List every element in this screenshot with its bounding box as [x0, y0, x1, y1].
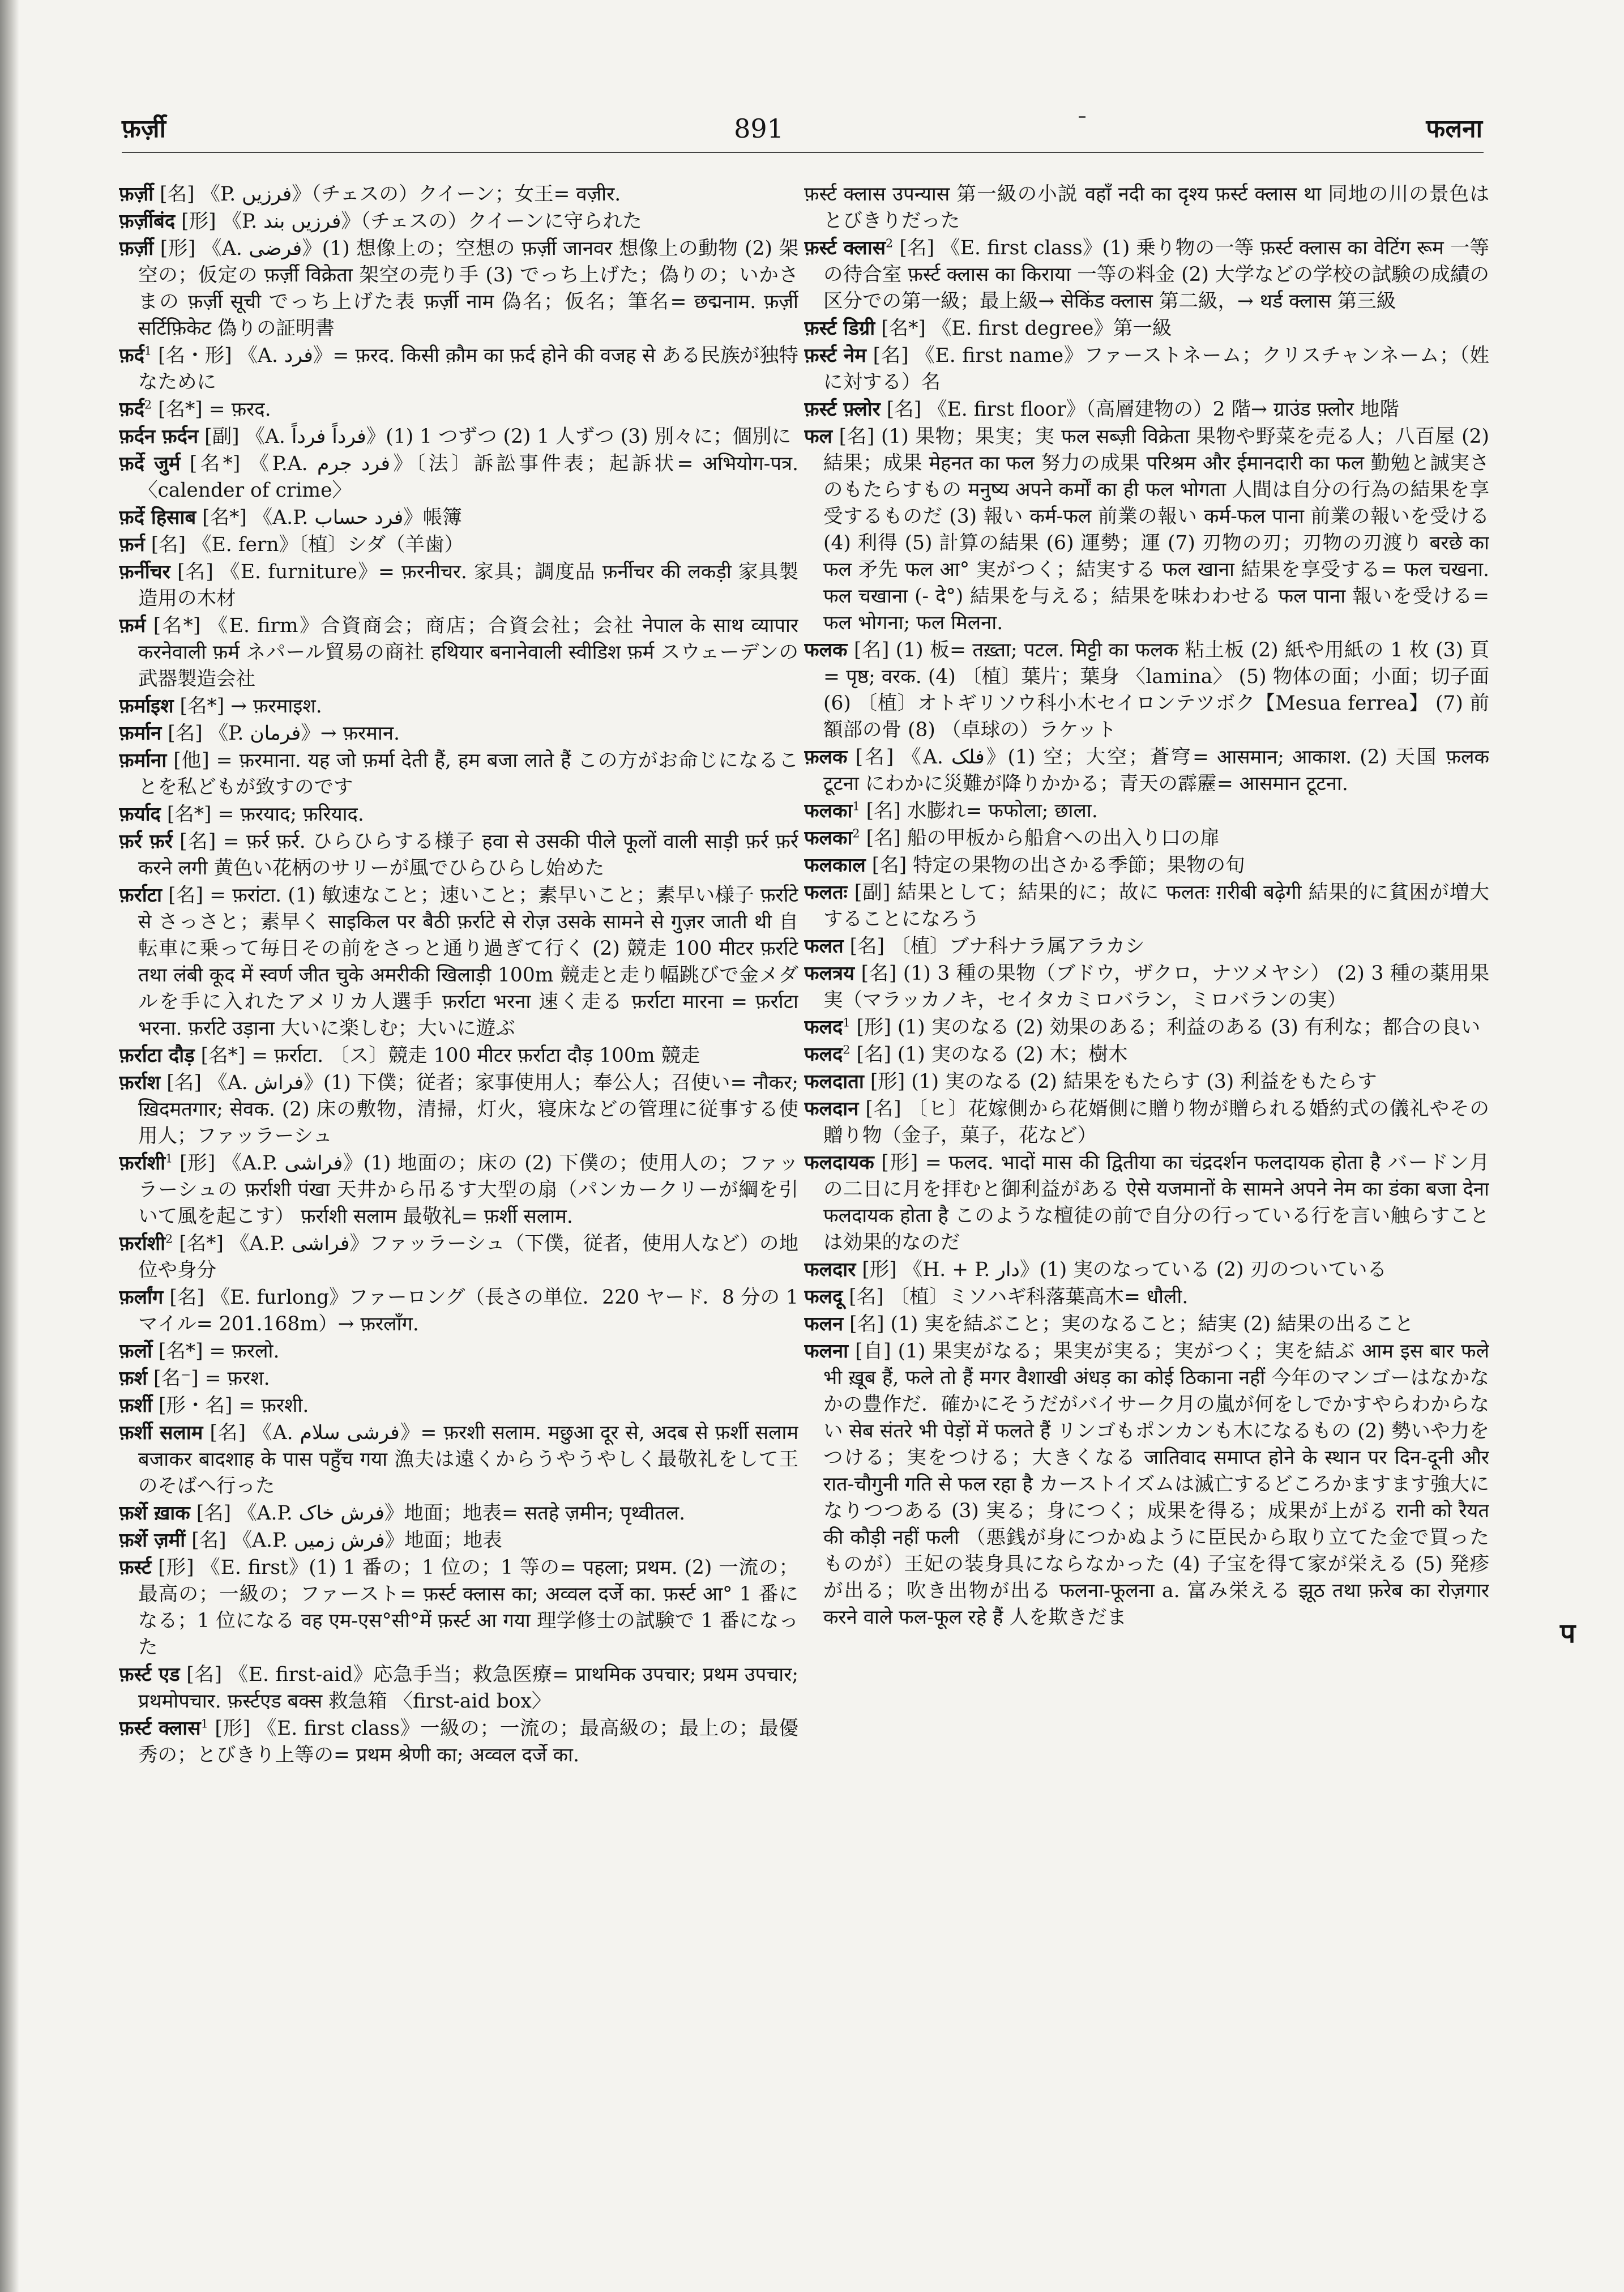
entry-definition: [形] 《A. فرضی》(1) 想像上の；空想の फ़र्ज़ी जानवर 想像上の動物 (2) 架空の；仮定の फ़र्ज़ी विक्रेता 架空の売り手 (3) でっち上げた；偽りの；いかさまの फ़र्ज़ी सूची でっち上げた表 फ़र्ज़ी नाम 偽名；仮名；筆名= छद्मनाम. फ़र्ज़ी सर्टिफ़िकेट 偽りの証明書 — [138, 237, 798, 340]
dictionary-entry — [119, 1715, 798, 1769]
entry-headword: फ़र्राटा — [119, 884, 162, 907]
entry-headword: फ़र्शे ख़ाक — [119, 1502, 190, 1525]
entry-definition: [名] 《E. furlong》ファーロング（長さの単位．220 ヤード．8 分の 1 マイル= 201.168m）→ फ़रलाँग. — [138, 1286, 798, 1335]
dictionary-entry — [119, 505, 798, 531]
entry-definition: [名] (1) 板= तख़्ता; पटल. मिट्टी का फलक 粘土板 (2) 紙や用紙の 1 枚 (3) 頁= पृष्ठ; वरक. (4) 〔植〕葉片；葉身 〈lamina〉 (5) 物体の面；小面；切子面 (6) 〔植〕オトギリソウ科小木セイロンテツボク【Mesua ferrea】 (7) 前額部の骨 (8) （卓球の）ラケット — [823, 639, 1489, 741]
entry-headword: फलदार — [804, 1258, 856, 1281]
dictionary-entry — [119, 1527, 798, 1554]
entry-definition: [名] = फ़रांटा. (1) 敏速なこと；速いこと；素早いこと；素早い様子 फ़र्राटे से さっさと；素早く साइकिल पर बैठी फ़र्राटे से रोज़ उसके सामने से गुज़र जाती थी 自転車に乗って毎日その前をさっと通り過ぎて行く (2) 競走 100 मीटर फ़र्राटे तथा लंबी कूद में स्वर्ण जीत चुके अमरीकी खिलाड़ी 100m 競走と走り幅跳びで金メダルを手に入れたアメリカ人選手 फ़र्राटा भरना 速く走る फ़र्राटा मारना = फ़र्राटा भरना. फ़र्राटे उड़ाना 大いに楽しむ；大いに遊ぶ — [138, 884, 798, 1040]
homograph-number: 1 — [144, 344, 152, 358]
entry-definition: [名] 《A.P. فرش خاک》地面；地表= सतहे ज़मीन; पृथ्वीतल. — [196, 1502, 686, 1525]
entry-headword: फ़र्शी — [119, 1394, 152, 1417]
entry-headword: फलद — [804, 1016, 843, 1039]
entry-definition: [名] 〔植〕ミソハギ科落葉高木= धौली. — [849, 1286, 1189, 1308]
dictionary-entry — [119, 1150, 798, 1230]
entry-definition: [形] 《E. first》(1) 1 番の；1 位の；1 等の= पहला; प्रथम. (2) 一流の；最高の；一級の；ファースト= फ़र्स्ट क्लास का; अव्वल दर्जे का. फ़र्स्ट आ° 1 番になる；1 位になる वह एम-एस°सी°में फ़र्स्ट आ गया 理学修士の試験で 1 番になった — [138, 1556, 798, 1659]
entry-headword: फलका — [804, 800, 853, 822]
entry-headword: फ़र्द — [119, 398, 144, 421]
entry-definition: [名*] → फ़रमाइश. — [180, 695, 322, 718]
dictionary-entry — [804, 1096, 1489, 1149]
entry-definition: फ़र्स्ट क्लास उपन्यास 第一級の小説 वहाँ नदी का दृश्य फ़र्स्ट क्लास था 同地の川の景色はとびきりだった — [804, 183, 1489, 232]
entry-headword: फलदाता — [804, 1070, 864, 1093]
dictionary-entry — [119, 559, 798, 612]
entry-definition: [名] 《E. fern》〔植〕シダ（羊歯） — [151, 533, 464, 556]
dictionary-entry — [119, 748, 798, 801]
dictionary-entry — [804, 424, 1489, 637]
thumb-index-marker: प — [1560, 1617, 1576, 1649]
print-mark — [1079, 116, 1085, 118]
entry-headword: फ़र्स्ट फ़्लोर — [804, 398, 881, 421]
entry-definition: [名] 《E. first class》(1) 乗り物の一等 फ़र्स्ट क्लास का वेटिंग रूम 一等の待合室 फ़र्स्ट क्लास का किराया 一等の料金 (2) 大学などの学校の試験の成績の区分での第一級；最上級→ सेकिंड क्लास 第二級，→ थर्ड क्लास 第三級 — [823, 237, 1489, 313]
homograph-number: 1 — [165, 1151, 173, 1166]
dictionary-entry — [804, 1257, 1489, 1283]
entry-definition: [名] 《E. first-aid》応急手当；救急医療= प्राथमिक उपचार; प्रथम उपचार; प्रथमोपचार. फ़र्स्टएड बक्स 救急箱 〈first-aid box〉 — [138, 1663, 798, 1713]
entry-definition: [形] 《A.P. فراشی》(1) 地面の；床の (2) 下僕の；使用人の；ファッラーシュの फ़र्राशी पंखा 天井から吊るす大型の扇（パンカークリーが綱を引いて風を起こす） फ़र्राशी सलाम 最敬礼= फ़र्शी सलाम. — [138, 1152, 798, 1228]
entry-headword: फ़र्नीचर — [119, 561, 170, 583]
entry-headword: फलन — [804, 1313, 844, 1335]
entry-headword: फ़र्श — [119, 1367, 148, 1390]
dictionary-entry — [119, 720, 798, 747]
dictionary-entry — [119, 396, 798, 423]
dictionary-entry — [804, 235, 1489, 315]
dictionary-entry — [804, 343, 1489, 396]
homograph-number: 1 — [843, 1015, 851, 1030]
entry-headword: फलद — [804, 1043, 843, 1066]
entry-definition: [名] 《A.P. فرش زمیں》地面；地表 — [191, 1529, 502, 1552]
entry-definition: [名*] 《A.P. فراشی》ファッラーシュ（下僕，従者，使用人など）の地位や身分 — [138, 1232, 798, 1282]
entry-headword: फ़र्दे जुर्म — [119, 453, 181, 475]
homograph-number: 2 — [852, 826, 860, 840]
entry-definition: [名*] = फ़रयाद; फ़रियाद. — [166, 803, 364, 826]
homograph-number: 2 — [886, 236, 894, 250]
entry-headword: फ़र्स्ट क्लास — [119, 1717, 201, 1740]
entry-definition: [名] 特定の果物の出さかる季節；果物の旬 — [871, 854, 1245, 877]
dictionary-entry — [804, 1284, 1489, 1311]
entry-headword: फ़र्ज़ीबंद — [119, 210, 176, 233]
entry-definition: [名*] = फ़रलो. — [158, 1340, 280, 1363]
left-guide-word: फ़र्ज़ी — [122, 114, 166, 143]
entry-headword: फ़र्स्ट डिग्री — [804, 317, 875, 340]
right-column — [804, 181, 1489, 2254]
entry-definition: [名] = फ़र्र फ़र्र. ひらひらする様子 हवा से उसकी पीले फूलों वाली साड़ी फ़र्र फ़र्र करने लगी 黄色い花柄のサリーが風でひらひらし始めた — [138, 830, 798, 880]
entry-definition: [名*] 《E. first degree》第一級 — [881, 317, 1172, 340]
entry-headword: फलका — [804, 827, 853, 850]
entry-headword: फलत — [804, 935, 844, 958]
dictionary-entry — [119, 801, 798, 828]
dictionary-entry — [119, 532, 798, 558]
dictionary-entry — [804, 961, 1489, 1014]
entry-headword: फल — [804, 425, 832, 448]
dictionary-entry — [119, 1365, 798, 1392]
dictionary-entry — [119, 1420, 798, 1500]
entry-definition: [副] 結果として；結果的に；故に फलतः ग़रीबी बढ़ेगी 結果的に貧困が増大することになろう — [823, 881, 1489, 931]
entry-definition: [名] 〔ヒ〕花嫁側から花婿側に贈り物が贈られる婚約式の儀礼やその贈り物（金子，菓子，花など） — [823, 1098, 1489, 1147]
entry-headword: फ़र्स्ट — [119, 1556, 152, 1579]
dictionary-entry — [804, 880, 1489, 933]
header-rule — [122, 152, 1484, 153]
entry-definition: [名] 《E. first name》ファーストネーム；クリスチャンネーム；（姓に対する）名 — [823, 344, 1489, 394]
entry-definition: [名] 〔植〕ブナ科ナラ属アラカシ — [849, 935, 1145, 958]
entry-definition: [名・形] 《A. فرد》= फ़रद. किसी क़ौम का फ़र्द होने की वजह से ある民族が独特なために — [138, 344, 798, 394]
dictionary-entry — [804, 1338, 1489, 1631]
dictionary-entry — [804, 825, 1489, 852]
entry-definition: [形] 《E. first class》一級の；一流の；最高級の；最上の；最優秀の；とびきり上等の= प्रथम श्रेणी का; अव्वल दर्जे का. — [138, 1717, 798, 1766]
entry-definition: [名] 《A. فلک》(1) 空；大空；蒼穹= आसमान; आकाश. (2) 天国 फ़लक टूटना にわかに災難が降りかかる；青天の霹靂= आसमान टूटना. — [823, 746, 1489, 795]
entry-headword: फ़र्शे ज़मीं — [119, 1529, 186, 1552]
dictionary-entry — [119, 1231, 798, 1284]
dictionary-entry — [804, 852, 1489, 879]
entry-headword: फलत्रय — [804, 962, 855, 985]
entry-headword: फ़र्मान — [119, 722, 162, 745]
dictionary-entry — [804, 181, 1489, 234]
entry-definition: [名] (1) 果物；果実；実 फल सब्ज़ी विक्रेता 果物や野菜を売る人；八百屋 (2) 結果；成果 मेहनत का फल 努力の成果 परिश्रम और ईमानदारी का फल 勤勉と誠実さのもたらすもの मनुष्य अपने कर्मों का ही फल भोगता 人間は自分の行為の結果を享受するものだ (3) 報い कर्म-फल 前業の報い कर्म-फल पाना 前業の報いを受ける (4) 利得 (5) 計算の結果 (6) 運勢；運 (7) 刃物の刃；刃物の刃渡り बरछे का फल 矛先 फल आ° 実がつく；結実する फल खाना 結果を享受する= फल चखना. फल चखाना (- दे°) 結果を与える；結果を味わわせる फल पाना 報いを受ける= फल भोगना; फल मिलना. — [823, 425, 1489, 634]
entry-definition: [名] 水膨れ= फफोला; छाला. — [866, 800, 1098, 822]
dictionary-entry — [119, 424, 798, 450]
entry-headword: फलना — [804, 1340, 849, 1363]
entry-headword: फ़र्माइश — [119, 695, 174, 718]
entry-headword: फलक — [804, 639, 848, 661]
entry-headword: फ़र्दन फ़र्दन — [119, 425, 199, 448]
entry-headword: फ़र्ज़ी — [119, 183, 154, 206]
dictionary-entry — [804, 1042, 1489, 1068]
entry-definition: [形] (1) 実のなる (2) 効果のある；利益のある (3) 有利な；都合の良い — [856, 1016, 1481, 1039]
dictionary-entry — [119, 1500, 798, 1527]
entry-definition: [名] 《A. فراش》(1) 下僕；従者；家事使用人；奉公人；召使い= नौकर; ख़िदमतगार; सेवक. (2) 床の敷物，清掃，灯火，寝床などの管理に従事する使用人；ファッラーシュ — [138, 1072, 798, 1147]
entry-headword: फ़र्राश — [119, 1072, 161, 1094]
entry-headword: फ़र्न — [119, 533, 145, 556]
dictionary-entry — [804, 744, 1489, 797]
entry-headword: फ़र्द — [119, 344, 144, 367]
dictionary-entry — [804, 315, 1489, 342]
entry-definition: [名*] 《E. firm》合資商会；商店；合資会社；会社 नेपाल के साथ व्यापार करनेवाली फ़र्म ネパール貿易の商社 हथियार बनानेवाली स्वीडिश फ़र्म スウェーデンの武器製造会社 — [138, 614, 798, 690]
dictionary-entry — [804, 1014, 1489, 1041]
homograph-number: 1 — [200, 1717, 208, 1731]
dictionary-entry — [804, 798, 1489, 825]
dictionary-entry — [119, 343, 798, 396]
dictionary-entry — [119, 613, 798, 693]
dictionary-entry — [119, 829, 798, 882]
entry-definition: [名] 《E. first floor》（高層建物の）2 階→ ग्राउंड फ़्लोर 地階 — [886, 398, 1399, 421]
entry-definition: [形] 《H. + P. دار》(1) 実のなっている (2) 刃のついている — [862, 1258, 1387, 1281]
entry-definition: [名] 《E. furniture》= फ़रनीचर. 家具；調度品 फ़र्नीचर की लकड़ी 家具製造用の木材 — [138, 561, 798, 610]
page-gutter-shadow — [0, 0, 19, 2292]
entry-headword: फ़र्शी सलाम — [119, 1422, 203, 1444]
dictionary-entry — [119, 1393, 798, 1419]
entry-headword: फलदान — [804, 1098, 859, 1120]
dictionary-entry — [804, 1069, 1489, 1095]
entry-headword: फ़र्राशी — [119, 1232, 166, 1255]
entry-definition: [名*] 《P.A. فرد جرم》〔法〕訴訟事件表；起訴状= अभियोग-पत्र. 〈calender of crime〉 — [138, 453, 798, 502]
entry-headword: फलदू — [804, 1286, 843, 1308]
entry-headword: फ़र्लो — [119, 1340, 152, 1363]
entry-definition: [名] (1) 実のなる (2) 木；樹木 — [856, 1043, 1128, 1066]
entry-definition: [名] (1) 実を結ぶこと；実のなること；結実 (2) 結果の出ること — [849, 1313, 1414, 1335]
entry-definition: [形] 《P. فرزیں بند》（チェスの）クイーンに守られた — [181, 210, 642, 233]
entry-headword: फ़र्दे हिसाब — [119, 506, 196, 529]
entry-definition: [名*] = फ़रद. — [158, 398, 271, 421]
dictionary-entry — [119, 1284, 798, 1338]
entry-headword: फ़र्माना — [119, 749, 167, 772]
entry-headword: फ़र्स्ट एड — [119, 1663, 180, 1686]
homograph-number: 2 — [144, 398, 152, 412]
dictionary-entry — [119, 236, 798, 342]
dictionary-entry — [119, 181, 798, 208]
entry-headword: फलकाल — [804, 854, 866, 877]
entry-definition: [形] = फलद. भादों मास की द्वितीया का चंद्रदर्शन फलदायक होता है バードン月の二日に月を拝むと御利益がある ऐसे यजमानों के सामने अपने नेम का डंका बजा देना फलदायक होता है このような檀徒の前で自分の行っている行を言い触らすことは効果的なのだ — [823, 1151, 1489, 1254]
entry-headword: फ़र्ज़ी — [119, 237, 154, 260]
entry-definition: [形・名] = फ़रशी. — [158, 1394, 309, 1417]
right-guide-word: फलना — [1426, 114, 1482, 143]
dictionary-entry — [804, 396, 1489, 423]
entry-definition: [副] 《A. فرداً فرداً》(1) 1 つずつ (2) 1 人ずつ (3) 別々に；個別に — [204, 425, 792, 448]
entry-headword: फलदायक — [804, 1151, 874, 1174]
entry-definition: [名] 《P. فرمان》→ फ़रमान. — [168, 722, 400, 745]
entry-headword: फलतः — [804, 881, 848, 904]
entry-definition: [名*] = फ़र्राटा. 〔ス〕競走 100 मीटर फ़र्राटा दौड़ 100m 競走 — [200, 1044, 700, 1067]
page-number: 891 — [734, 113, 784, 144]
entry-definition: [名*] 《A.P. فرد حساب》帳簿 — [202, 506, 462, 529]
entry-headword: फ़र्स्ट क्लास — [804, 237, 886, 259]
homograph-number: 2 — [843, 1043, 851, 1057]
dictionary-entry — [119, 1555, 798, 1661]
entry-definition: [名] 《P. فرزیں》（チェスの）クイーン；女王= वज़ीर. — [160, 183, 621, 206]
dictionary-entry — [119, 693, 798, 720]
dictionary-entry — [119, 882, 798, 1042]
dictionary-entry — [119, 451, 798, 504]
entry-headword: फ़लक — [804, 746, 848, 769]
entry-headword: फ़र्राटा दौड़ — [119, 1044, 195, 1067]
entry-definition: [名⁻] = फ़रश. — [153, 1367, 270, 1390]
dictionary-entry — [119, 1043, 798, 1069]
homograph-number: 1 — [852, 799, 860, 813]
entry-headword: फ़र्याद — [119, 803, 161, 826]
entry-definition: [名] (1) 3 種の果物（ブドウ，ザクロ，ナツメヤシ） (2) 3 種の薬用果実（マラッカノキ，セイタカミロバラン，ミロバランの実） — [823, 962, 1489, 1011]
entry-definition: [名] 《A. فرشی سلام》= फ़रशी सलाम. मछुआ दूर से, अदब से फ़र्शी सलाम बजाकर बादशाह के पास पहुँच गया 漁夫は遠くからうやうやしく最敬礼をして王のそばへ行った — [138, 1422, 798, 1497]
entry-definition: [他] = फ़रमाना. यह जो फ़र्मा देती हैं, हम बजा लाते हैं この方がお命じになることを私どもが致すのです — [138, 749, 798, 799]
entry-definition: [自] (1) 果実がなる；果実が実る；実がつく；実を結ぶ आम इस बार फले भी ख़ूब हैं, फले तो हैं मगर वैशाखी अंधड़ का कोई ठिकाना नहीं 今年のマンゴーはなかなかの豊作だ．確かにそうだがバイサーク月の嵐が何をしでかすやらわからない सेब संतरे भी पेड़ों में फलते हैं リンゴもポンカンも木になるもの (2) 勢いや力をつける；実をつける；大きくなる जातिवाद समाप्त होने के स्थान पर दिन-दूनी और रात-चौगुनी गति से फल रहा है カーストイズムは滅亡するどころかますます強大になりつつある (3) 実る；身につく；成果を得る；成果が上がる रानी को रैयत की कौड़ी नहीं फली （悪銭が身につかぬように臣民から取り立てた金で買ったものが）王妃の装身具にならなかった (4) 子宝を得て家が栄える (5) 発疹が出る；吹き出物が出る फलना-फूलना a. 富み栄える झूठ तथा फ़रेब का रोज़गार करने वाले फल-फूल रहे हैं 人を欺きだま — [823, 1340, 1489, 1629]
dictionary-entry — [804, 1150, 1489, 1256]
dictionary-entry — [119, 1662, 798, 1715]
dictionary-entry — [804, 1311, 1489, 1338]
entry-headword: फ़र्स्ट नेम — [804, 344, 866, 367]
entry-definition: [名] 船の甲板から船倉への出入り口の扉 — [866, 827, 1220, 850]
entry-headword: फ़र्राशी — [119, 1152, 166, 1175]
entry-headword: फ़र्र फ़र्र — [119, 830, 173, 853]
entry-headword: फ़र्म — [119, 614, 146, 637]
homograph-number: 2 — [165, 1232, 173, 1246]
dictionary-entry — [119, 1070, 798, 1150]
entry-definition: [形] (1) 実のなる (2) 結果をもたらす (3) 利益をもたらす — [870, 1070, 1377, 1093]
dictionary-entry — [119, 208, 798, 235]
left-column — [119, 181, 798, 2254]
dictionary-entry — [119, 1338, 798, 1365]
entry-headword: फ़र्लांग — [119, 1286, 164, 1309]
dictionary-entry — [804, 933, 1489, 960]
dictionary-entry — [804, 637, 1489, 744]
